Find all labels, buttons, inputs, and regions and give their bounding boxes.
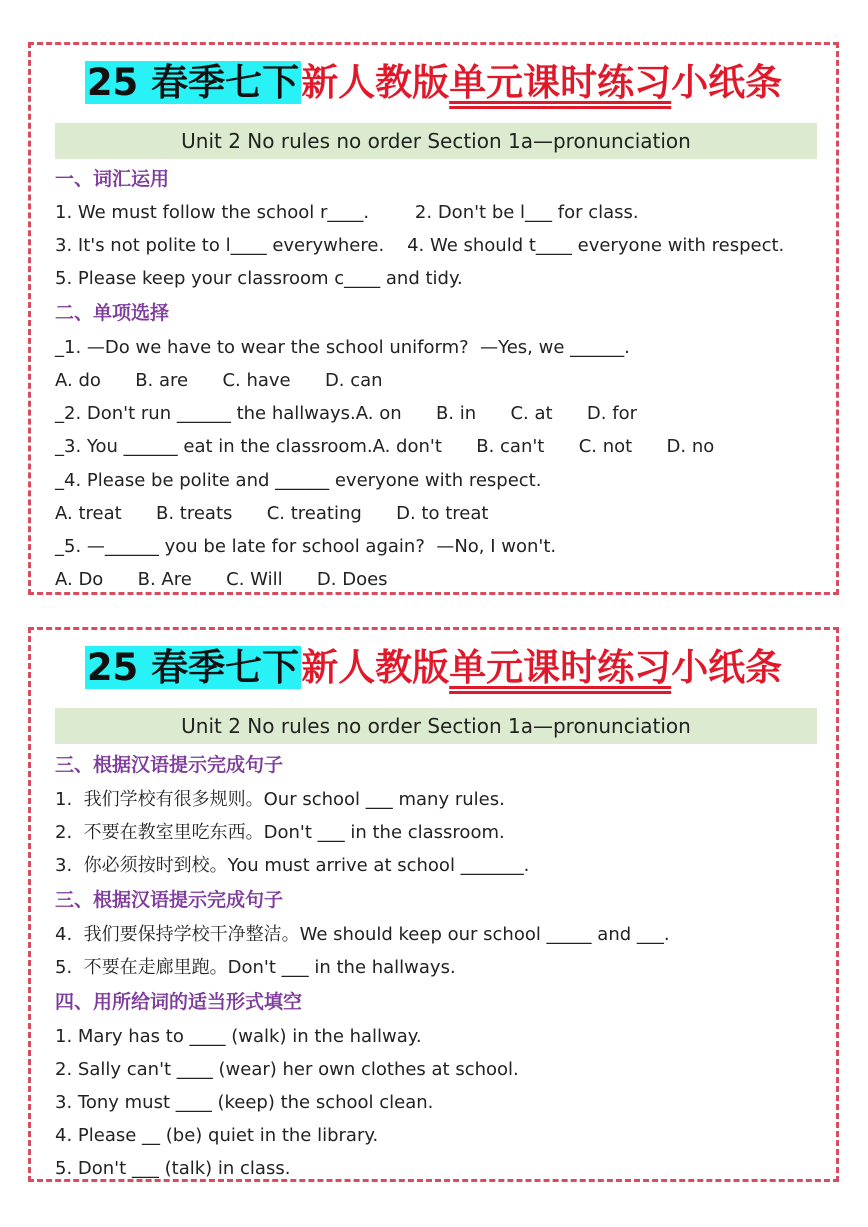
question-line: _3. You ______ eat in the classroom.A. don't B. can't C. not D. no <box>55 436 715 457</box>
title-underlined: 单元课时练习 <box>449 646 672 689</box>
unit-subtitle: Unit 2 No rules no order Section 1a—pronunciation <box>55 123 817 159</box>
question-line: _2. Don't run ______ the hallways.A. on B. in C. at D. for <box>55 403 637 424</box>
title-tail: 小纸条 <box>671 61 783 104</box>
title-underlined: 单元课时练习 <box>449 61 672 104</box>
question-line: 2. 不要在教室里吃东西。Don't ___ in the classroom. <box>55 822 505 843</box>
section-heading: 三、根据汉语提示完成句子 <box>55 889 284 911</box>
section-heading: 二、单项选择 <box>55 302 170 324</box>
question-line: _4. Please be polite and ______ everyone with respect. <box>55 470 542 491</box>
question-line: 3. 你必须按时到校。You must arrive at school _______. <box>55 855 530 876</box>
practice-card-1 <box>28 42 839 595</box>
options-line: A. do B. are C. have D. can <box>55 370 383 391</box>
unit-subtitle: Unit 2 No rules no order Section 1a—pronunciation <box>55 708 817 744</box>
question-line: 4. 我们要保持学校干净整洁。We should keep our school _____ and ___. <box>55 924 670 945</box>
section-heading: 三、根据汉语提示完成句子 <box>55 754 284 776</box>
question-line: 3. It's not polite to l____ everywhere. 4. We should t____ everyone with respect. <box>55 235 785 256</box>
question-line: _5. —______ you be late for school again? —No, I won't. <box>55 536 557 557</box>
section-heading: 四、用所给词的适当形式填空 <box>55 991 303 1013</box>
practice-card-2 <box>28 627 839 1182</box>
options-line: A. treat B. treats C. treating D. to treat <box>55 503 489 524</box>
question-line: 1. Mary has to ____ (walk) in the hallway. <box>55 1026 422 1047</box>
card-title <box>31 638 836 698</box>
question-line: 3. Tony must ____ (keep) the school clean. <box>55 1092 434 1113</box>
question-line: 5. Don't ___ (talk) in class. <box>55 1158 291 1179</box>
question-line: _1. —Do we have to wear the school uniform? —Yes, we ______. <box>55 337 630 358</box>
question-line: 4. Please __ (be) quiet in the library. <box>55 1125 379 1146</box>
title-tail: 小纸条 <box>671 646 783 689</box>
question-line: 1. 我们学校有很多规则。Our school ___ many rules. <box>55 789 505 810</box>
title-plain: 新人教版 <box>301 646 450 689</box>
question-line: 1. We must follow the school r____. 2. Don't be l___ for class. <box>55 202 639 223</box>
question-line: 2. Sally can't ____ (wear) her own clothes at school. <box>55 1059 519 1080</box>
question-line: 5. 不要在走廊里跑。Don't ___ in the hallways. <box>55 957 456 978</box>
title-plain: 新人教版 <box>301 61 450 104</box>
card-title <box>31 53 836 113</box>
title-highlight: 25 春季七下 <box>86 61 300 104</box>
section-heading: 一、词汇运用 <box>55 168 170 190</box>
question-line: 5. Please keep your classroom c____ and tidy. <box>55 268 463 289</box>
options-line: A. Do B. Are C. Will D. Does <box>55 569 388 590</box>
title-highlight: 25 春季七下 <box>86 646 300 689</box>
